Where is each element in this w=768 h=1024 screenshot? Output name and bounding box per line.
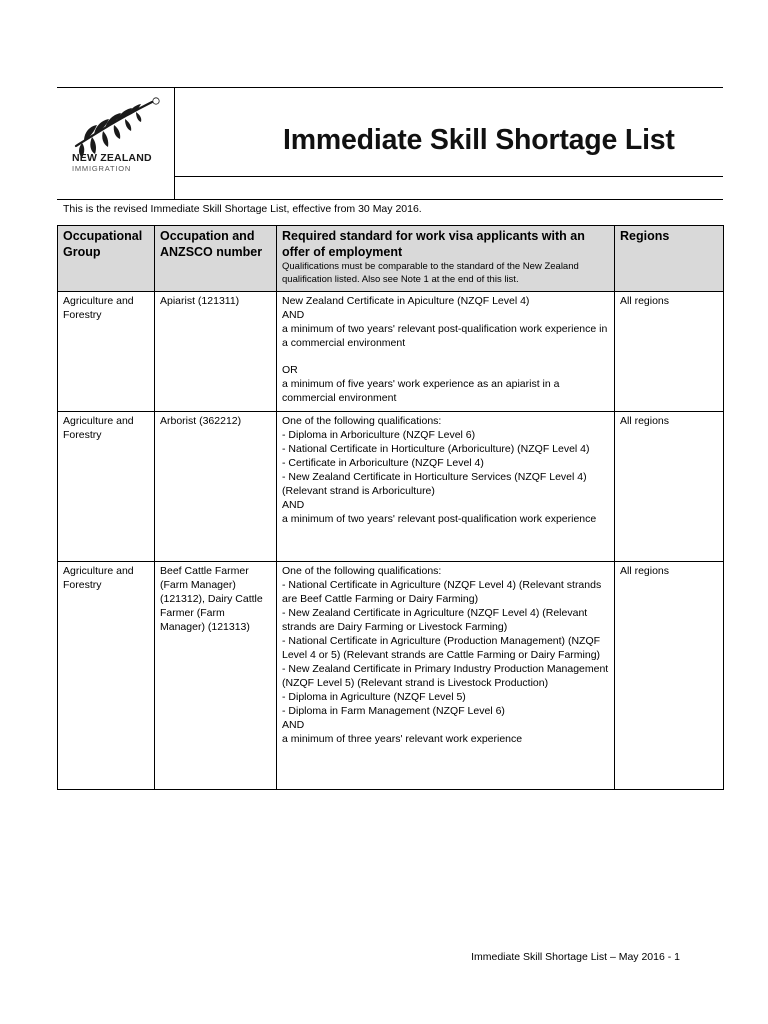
table-row [58, 412, 724, 562]
cell-occupational-group: Agriculture and Forestry [58, 292, 155, 412]
cell-occupation: Beef Cattle Farmer (Farm Manager) (121312), Dairy Cattle Farmer (Farm Manager) (121313) [155, 562, 277, 790]
cell-occupational-group: Agriculture and Forestry [58, 562, 155, 790]
intro-text: This is the revised Immediate Skill Shortage List, effective from 30 May 2016. [63, 203, 422, 215]
requirement-line: - National Certificate in Agriculture (NZQF Level 4) (Relevant strands are Beef Cattle Farming or Dairy Farming) [282, 579, 602, 605]
page-title: Immediate Skill Shortage List [283, 124, 675, 156]
requirement-line: - New Zealand Certificate in Agriculture (NZQF Level 4) (Relevant strands are Dairy Farming or Livestock Farming) [282, 607, 588, 633]
requirement-line: - Diploma in Agriculture (NZQF Level 5) [282, 691, 466, 703]
cell-requirements [277, 292, 615, 412]
logo-text-immigration: IMMIGRATION [72, 164, 132, 173]
requirement-line: - New Zealand Certificate in Horticulture Services (NZQF Level 4) (Relevant strand is Arboriculture) [282, 471, 587, 497]
requirement-line: OR [282, 364, 298, 376]
header-occupational-group: Occupational Group [58, 226, 155, 292]
requirement-line: - Diploma in Farm Management (NZQF Level 6) [282, 705, 505, 717]
requirement-line: One of the following qualifications: [282, 565, 442, 577]
requirement-line: - National Certificate in Agriculture (Production Management) (NZQF Level 4 or 5) (Relevant strands are Cattle Farming or Dairy Farming) [282, 635, 601, 661]
cell-occupation: Apiarist (121311) [155, 292, 277, 412]
cell-occupation: Arborist (362212) [155, 412, 277, 562]
cell-regions: All regions [615, 562, 724, 790]
requirement-line: - Certificate in Arboriculture (NZQF Level 4) [282, 457, 484, 469]
header-regions: Regions [615, 226, 724, 292]
requirement-line: - National Certificate in Horticulture (Arboriculture) (NZQF Level 4) [282, 443, 590, 455]
header-required-standard-title: Required standard for work visa applicants with an offer of employment [282, 229, 585, 259]
table-row [58, 562, 724, 790]
requirement-gap [282, 350, 609, 363]
requirement-line: AND [282, 499, 305, 511]
cell-requirements [277, 412, 615, 562]
header-required-standard [277, 226, 615, 292]
requirement-line: AND [282, 309, 305, 321]
cell-regions: All regions [615, 292, 724, 412]
requirement-line: a minimum of five years' work experience as an apiarist in a commercial environment [282, 378, 560, 404]
skill-shortage-table [57, 225, 724, 790]
table-row [58, 292, 724, 412]
requirement-line: New Zealand Certificate in Apiculture (NZQF Level 4) [282, 295, 530, 307]
requirement-line: a minimum of two years' relevant post-qualification work experience [282, 513, 597, 525]
cell-regions: All regions [615, 412, 724, 562]
requirement-line: a minimum of two years' relevant post-qualification work experience in a commercial environment [282, 323, 608, 349]
requirement-line: a minimum of three years' relevant work experience [282, 733, 523, 745]
requirement-line: AND [282, 719, 305, 731]
requirement-line: One of the following qualifications: [282, 415, 442, 427]
header-divider-horizontal [174, 176, 723, 177]
table-header-row [58, 226, 724, 292]
cell-occupational-group: Agriculture and Forestry [58, 412, 155, 562]
requirement-line: - New Zealand Certificate in Primary Industry Production Management (NZQF Level 5) (Relevant strand is Livestock Production) [282, 663, 609, 689]
logo-text-new-zealand: NEW ZEALAND [72, 152, 152, 164]
requirement-line: - Diploma in Arboriculture (NZQF Level 6) [282, 429, 476, 441]
header-divider-vertical [174, 87, 175, 200]
cell-requirements [277, 562, 615, 790]
header-occupation-anzsco: Occupation and ANZSCO number [155, 226, 277, 292]
page-footer: Immediate Skill Shortage List – May 2016 - 1 [471, 951, 680, 963]
header-required-standard-note: Qualifications must be comparable to the standard of the New Zealand qualification listed. Also see Note 1 at the end of this list. [282, 261, 579, 285]
